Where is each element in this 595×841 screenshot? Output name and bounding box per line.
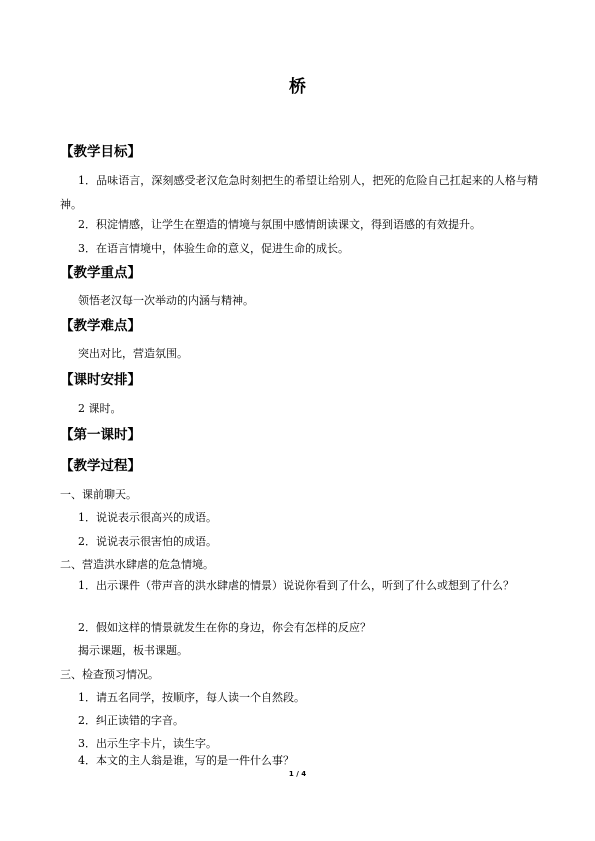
process-part3-item-1: 1．请五名同学，按顺序，每人读一个自然段。 — [78, 691, 305, 704]
heading-teaching-focus: 【教学重点】 — [60, 265, 141, 281]
process-part3-item-2: 2．纠正读错的字音。 — [78, 714, 184, 727]
heading-teaching-difficulty: 【教学难点】 — [60, 318, 141, 334]
process-part2-item-2: 2．假如这样的情景就发生在你的身边，你会有怎样的反应？ — [78, 621, 371, 634]
process-part3-item-3: 3．出示生字卡片，读生字。 — [78, 737, 217, 750]
focus-text: 领悟老汉每一次举动的内涵与精神。 — [78, 294, 254, 307]
heading-schedule: 【课时安排】 — [60, 372, 141, 388]
process-part2-item-1: 1．出示课件（带声音的洪水肆虐的情景）说说你看到了什么，听到了什么或想到了什么？ — [78, 579, 514, 592]
heading-lesson-one: 【第一课时】 — [60, 427, 141, 443]
goal-item-3: 3．在语言情境中，体验生命的意义，促进生命的成长。 — [78, 242, 349, 255]
process-part1-title: 一、课前聊天。 — [60, 488, 137, 501]
goal-item-1: 1．品味语言，深刻感受老汉危急时刻把生的希望让给别人，把死的危险自己扛起来的人格与精神。 — [60, 174, 538, 211]
heading-teaching-process: 【教学过程】 — [60, 458, 141, 474]
page-number: 1 / 4 — [288, 770, 307, 778]
goal-item-2: 2．积淀情感，让学生在塑造的情境与氛围中感情朗读课文，得到语感的有效提升。 — [78, 218, 481, 231]
process-part2-title: 二、营造洪水肆虐的危急情境。 — [60, 558, 214, 571]
difficulty-text: 突出对比，营造氛围。 — [78, 347, 188, 360]
process-part1-item-1: 1．说说表示很高兴的成语。 — [78, 511, 217, 524]
process-part3-item-4: 4．本文的主人翁是谁，写的是一件什么事？ — [78, 754, 294, 767]
heading-teaching-goals: 【教学目标】 — [60, 144, 141, 160]
process-part3-title: 三、检查预习情况。 — [60, 668, 159, 681]
schedule-text: 2 课时。 — [78, 402, 122, 415]
process-part1-item-2: 2．说说表示很害怕的成语。 — [78, 535, 217, 548]
page-title: 桥 — [289, 77, 306, 97]
process-part2-item-3: 揭示课题，板书课题。 — [78, 644, 188, 657]
